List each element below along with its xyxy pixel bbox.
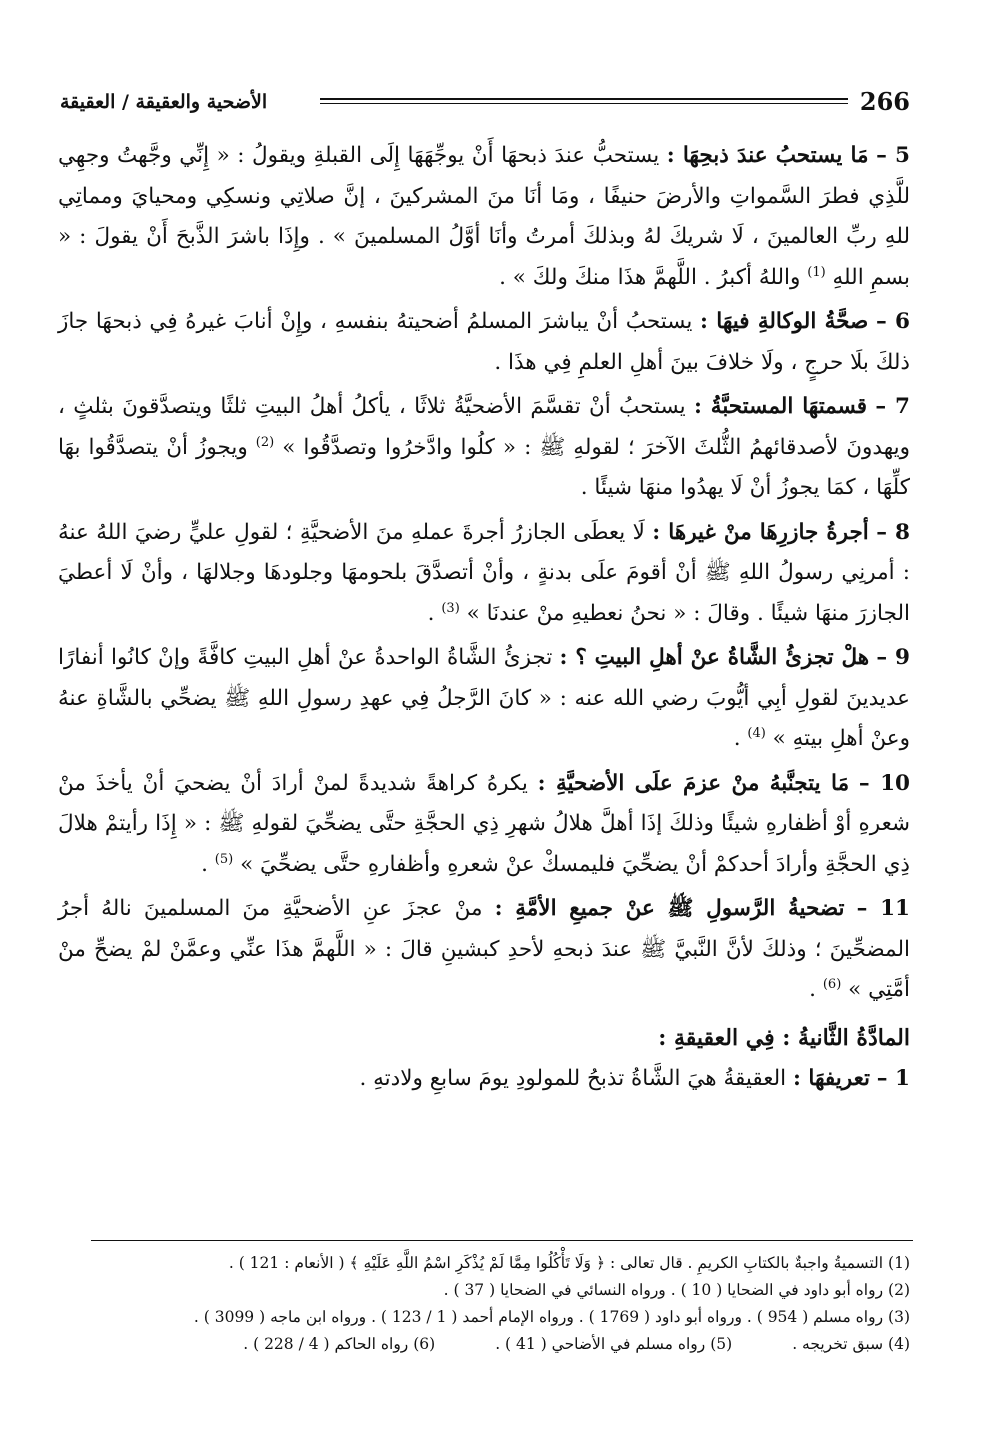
footnote-4: (4) سبق تخريجه . <box>792 1335 910 1353</box>
paragraph-lead: صحَّةُ الوكالةِ فيهَا : <box>700 309 869 334</box>
paragraph-text-after: . <box>427 600 435 626</box>
footnote-row <box>68 1331 910 1358</box>
paragraph-number: 6 – <box>875 309 910 334</box>
footnote-separator <box>91 1240 913 1241</box>
footnote-3: (3) رواه مسلم ( 954 ) . ورواه أبو داود ( 1769 ) . ورواه الإمام أحمد ( 1 / 123 ) . ورواه ابن ماجه ( 3099 ) . <box>193 1308 910 1326</box>
paragraph-text: يكرهُ كراهةً شديدةً لمنْ أرادَ أنْ يضحيَ أنْ يأخذَ منْ شعرهِ أوْ أظفارهِ شيئًا وذلكَ إذَا أهلَّ هلالُ شهرِ ذِي الحجَّةِ حتَّى يضحِّيَ لقولهِ ﷺ : « إِذَا رأيتمْ هلالَ ذِي الحجَّةِ وأرادَ أحدكمْ أنْ يضحِّيَ فليمسكْ عنْ شعرهِ وأظفارهِ حتَّى يضحِّيَ » <box>58 770 910 877</box>
paragraph-number: 5 – <box>876 143 910 168</box>
footnote-ref: (1) <box>807 264 826 280</box>
definition-paragraph <box>58 1059 910 1100</box>
paragraph-6 <box>58 302 910 383</box>
paragraph-number: 8 – <box>876 519 910 545</box>
paragraph-number: 11 – <box>856 896 910 921</box>
footnote-ref: (5) <box>214 851 234 867</box>
paragraph-11 <box>58 889 910 1011</box>
paragraph-lead: تضحيةُ الرَّسولِ ﷺ عنْ جميعِ الأمَّةِ : <box>494 896 845 921</box>
paragraph-number: 9 – <box>876 645 910 670</box>
main-text <box>58 136 910 1103</box>
paragraph-7 <box>58 387 910 509</box>
footnote-6: (6) رواه الحاكم ( 4 / 228 ) . <box>243 1335 436 1353</box>
paragraph-text-after: . <box>733 726 741 751</box>
paragraph-text-after: . <box>201 851 208 877</box>
paragraph-8 <box>58 513 910 635</box>
paragraph-lead: مَا يتجنَّبهُ منْ عزمَ علَى الأضحيَّةِ : <box>537 770 850 796</box>
running-title: الأضحية والعقيقة / العقيقة <box>60 91 268 113</box>
footnote-1: (1) التسميةُ واجبةٌ بالكتابِ الكريمِ . قال تعالى : ﴿ وَلَا تَأْكُلُوا مِمَّا لَمْ يُذْكَرِ اسْمُ اللَّهِ عَلَيْهِ ﴾ ( الأنعام : 121 ) . <box>228 1254 910 1272</box>
footnote-2: (2) رواه أبو داود في الضحايا ( 10 ) . ورواه النسائي في الضحايا ( 37 ) . <box>443 1281 910 1299</box>
paragraph-10 <box>58 764 910 886</box>
paragraph-text: لَا يعطَى الجازرُ أجرةَ عملهِ منَ الأضحيَّةِ ؛ لقولِ عليٍّ رضيَ اللهُ عنهُ : أمرنِي رسولُ اللهِ ﷺ أنْ أقومَ علَى بدنةٍ ، وأنْ أتصدَّقَ بلحومهَا وجلودهَا وجلالهَا ، وأنْ لَا أعطيَ الجازرَ منهَا شيئًا . وقالَ : « نحنُ نعطيهِ منْ عندنَا » <box>58 519 910 626</box>
paragraph-lead: قسمتهَا المستحبَّةُ : <box>693 394 868 419</box>
paragraph-text-after: ويجوزُ أنْ يتصدَّقُوا بهَا كلِّهَا ، كمَا يجوزُ أنْ لَا يهدُوا منهَا شيئًا . <box>58 434 910 500</box>
paragraph-text: يستحبُ أنْ يباشرَ المسلمُ أضحيتهُ بنفسهِ ، وإِنْ أنابَ غيرهُ فِي ذبحهَا جازَ ذلكَ بلَا حرجٍ ، ولَا خلافَ بينَ أهلِ العلمِ فِي هذَا . <box>58 309 910 375</box>
footnotes <box>68 1250 910 1358</box>
running-header <box>60 84 910 120</box>
footnote-ref: (6) <box>822 976 842 992</box>
paragraph-9 <box>58 638 910 760</box>
footnote-5: (5) رواه مسلم في الأضاحي ( 41 ) . <box>495 1335 733 1353</box>
paragraph-number: 7 – <box>875 394 910 419</box>
header-rule <box>320 98 848 104</box>
paragraph-lead: تعريفهَا : <box>792 1065 870 1091</box>
paragraph-number: 1 – <box>876 1065 910 1091</box>
paragraph-text-after: . <box>809 977 816 1002</box>
page-number: 266 <box>859 87 910 116</box>
paragraph-lead: أجرةُ جازرِهَا منْ غيرهَا : <box>652 519 869 545</box>
paragraph-text: تجزئُ الشَّاةُ الواحدةُ عنْ أهلِ البيتِ كافَّةً وإنْ كانُوا أنفارًا عديدينَ لقولِ أبِي أيُّوبَ رضي الله عنه : « كانَ الرَّجلُ فِي عهدِ رسولِ اللهِ ﷺ يضحِّي بالشَّاةِ عنهُ وعنْ أهلِ بيتهِ » <box>58 645 910 751</box>
paragraph-text: العقيقةُ هيَ الشَّاةُ تذبحُ للمولودِ يومَ سابعِ ولادتهِ . <box>359 1065 787 1091</box>
footnote-ref: (4) <box>747 725 766 741</box>
paragraph-lead: هلْ تجزئُ الشَّاةُ عنْ أهلِ البيتِ ؟ : <box>559 645 870 670</box>
paragraph-lead: مَا يستحبُ عندَ ذبحِهَا : <box>666 143 869 168</box>
footnote-ref: (3) <box>441 600 460 616</box>
paragraph-text: يستحبُّ عندَ ذبحهَا أَنْ يوجِّهَهَا إِلَى القبلةِ ويقولُ : « إِنِّي وجَّهتُ وجهِي للَّذِي فطرَ السَّمواتِ والأرضَ حنيفًا ، ومَا أنَا منَ المشركينَ ، إنَّ صلاتِي ونسكِي ومحيايَ ومماتِي للهِ ربِّ العالمينَ ، لَا شريكَ لهُ وبذلكَ أمرتُ وأنَا أوَّلُ المسلمينَ » . وإِذَا باشرَ الذَّبحَ أَنْ يقولَ : « بسمِ اللهِ <box>58 143 910 290</box>
section-heading: المادَّةُ الثَّانيةُ : فِي العقيقةِ : <box>658 1024 910 1051</box>
paragraph-number: 10 – <box>858 770 910 796</box>
paragraph-text-after: واللهُ أكبرُ . اللَّهمَّ هذَا منكَ ولكَ » . <box>499 264 801 290</box>
paragraph-text: منْ عجزَ عنِ الأضحيَّةِ منَ المسلمينَ نالهُ أجرُ المضحِّينَ ؛ وذلكَ لأنَّ النَّبيَّ ﷺ عندَ ذبحهِ لأحدِ كبشينِ قالَ : « اللَّهمَّ هذَا عنِّي وعمَّنْ لمْ يضحِّ منْ أمَّتِي » <box>58 896 910 1002</box>
paragraph-text: يستحبُ أنْ تقسَّمَ الأضحيَّةُ ثلاثًا ، يأكلُ أهلُ البيتِ ثلثًا ويتصدَّقونَ بثلثٍ ، ويهدونَ لأصدقائهمُ الثُّلثَ الآخرَ ؛ لقولهِ ﷺ : « كلُوا وادَّخرُوا وتصدَّقُوا » <box>58 394 910 460</box>
footnote-ref: (2) <box>255 434 275 450</box>
paragraph-5 <box>58 136 910 298</box>
